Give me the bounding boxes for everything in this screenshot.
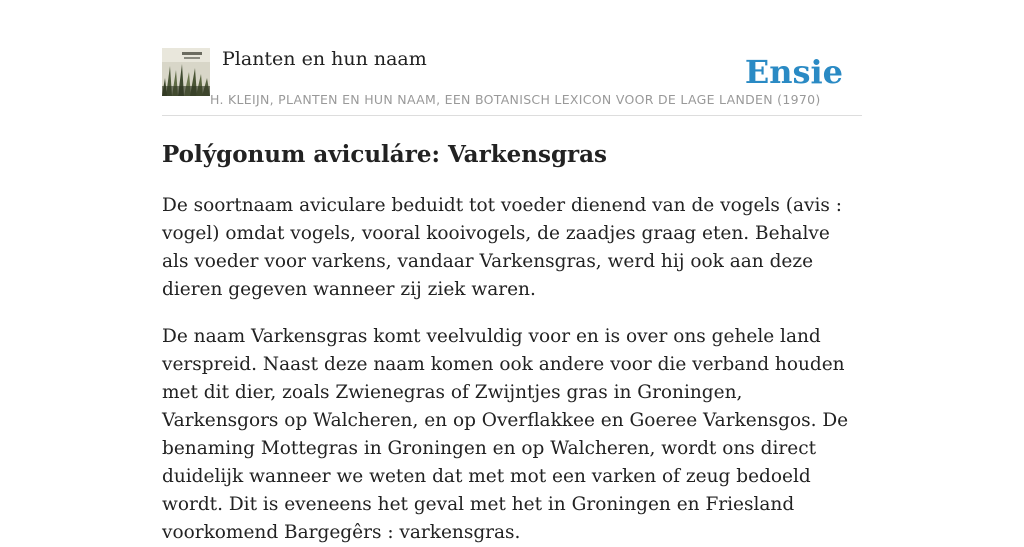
entry-paragraph: De naam Varkensgras komt veelvuldig voor en is over ons gehele land verspreid. Naast deze naam komen ook andere voor die verband houden met dit dier, zoals Zwienegras of Zwijntjes gras in Groningen, Varkensgors op Walcheren, en op Overflakkee en Goeree Varkensgos. De benaming Mottegras in Groningen en op Walcheren, wordt ons direct duidelijk wanneer we weten dat met mot een varken of zeug bedoeld wordt. Dit is eveneens het geval met het in Groningen en Friesland voorkomend Bargegêrs : varkensgras. (162, 326, 849, 543)
entry-paragraph: De soortnaam aviculare beduidt tot voeder dienend van de vogels (avis : vogel) omdat vogels, vooral kooivogels, de zaadjes graag eten. Behalve als voeder voor varkens, vandaar Varkensgras, werd hij ook aan deze dieren gegeven wanneer zij ziek waren. (162, 195, 843, 300)
book-cover-icon (162, 48, 210, 96)
entry-header (162, 46, 862, 116)
header-divider (162, 115, 862, 116)
entry-title: Polýgonum aviculáre: Varkensgras (162, 141, 607, 168)
source-avatar[interactable] (162, 48, 210, 96)
source-title[interactable]: Planten en hun naam (222, 48, 427, 70)
ensie-logo[interactable]: Ensie (744, 53, 843, 91)
source-citation: H. KLEIJN, PLANTEN EN HUN NAAM, EEN BOTANISCH LEXICON VOOR DE LAGE LANDEN (1970) (210, 92, 821, 107)
entry-page (162, 0, 862, 543)
